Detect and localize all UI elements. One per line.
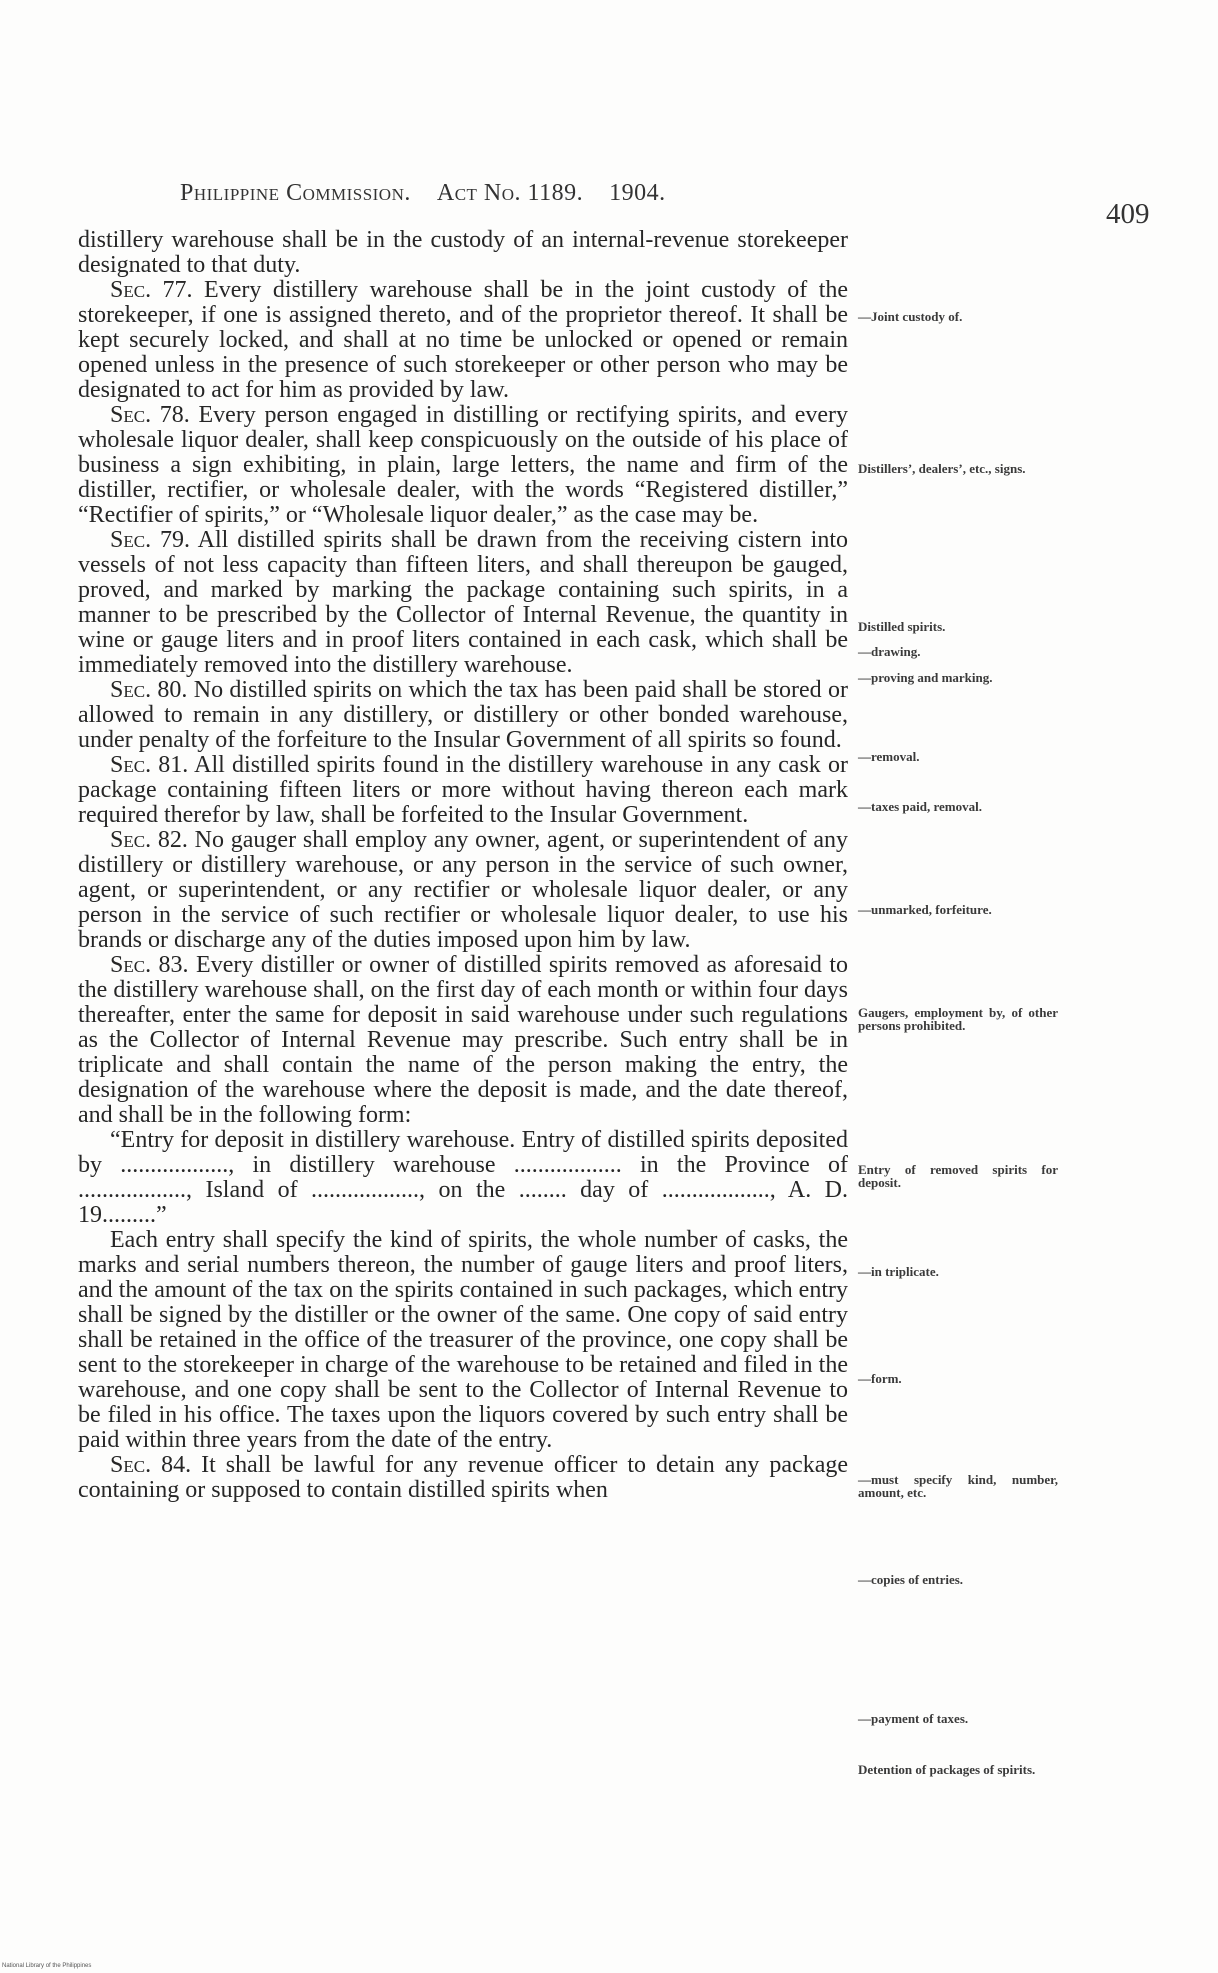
margin-note: —unmarked, forfeiture. xyxy=(858,902,992,917)
entry-form-text: “Entry for deposit in distillery warehouse. Entry of distilled spirits deposited by .................., in distillery warehouse .................. in the Province of .................., Island of .................., on the ........ day of .................., A. D. 19.........” xyxy=(78,1127,848,1228)
section-83 xyxy=(78,953,848,1128)
section-number: Sec. 81. xyxy=(110,752,189,778)
section-81 xyxy=(78,753,848,828)
section-number: Sec. 84. xyxy=(110,1452,192,1478)
paragraph-continuation xyxy=(78,228,848,278)
margin-note: —must specify kind, number, amount, etc. xyxy=(858,1472,1058,1500)
section-77 xyxy=(78,278,848,403)
section-number: Sec. 78. xyxy=(110,402,190,428)
margin-note: —form. xyxy=(858,1371,902,1386)
margin-note: Gaugers, employment by, of other persons prohibited. xyxy=(858,1005,1058,1033)
section-84 xyxy=(78,1453,848,1503)
page-number: 409 xyxy=(1106,198,1150,230)
section-number: Sec. 77. xyxy=(110,277,193,303)
paragraph-text: distillery warehouse shall be in the custody of an internal-revenue storekeeper designated to that duty. xyxy=(78,227,848,278)
paragraph-text: Every distiller or owner of distilled spirits removed as aforesaid to the distillery warehouse shall, on the first day of each month or within four days thereafter, enter the same for deposit in said warehouse under such regulations as the Collector of Internal Revenue may prescribe. Such entry shall be in triplicate and shall contain the name of the person making the entry, the designation of the warehouse where the deposit is made, and the date thereof, and shall be in the following form: xyxy=(78,952,849,1128)
margin-note: Detention of packages of spirits. xyxy=(858,1762,1036,1777)
header-publisher: Philippine Commission. xyxy=(180,180,411,206)
margin-note: —in triplicate. xyxy=(858,1264,939,1279)
paragraph-text: All distilled spirits shall be drawn from the receiving cistern into vessels of not less capacity than fifteen liters, and shall thereupon be gauged, proved, and marked by marking the package containing such spirits, in a manner to be prescribed by the Collector of Internal Revenue, the quantity in wine or gauge liters and in proof liters contained in each cask, which shall be immediately removed into the distillery warehouse. xyxy=(78,527,849,678)
paragraph-text: All distilled spirits found in the distillery warehouse in any cask or package containing fifteen liters or more without having thereon each mark required therefor by law, shall be forfeited to the Insular Government. xyxy=(78,752,848,828)
section-number: Sec. 83. xyxy=(110,952,189,978)
running-header xyxy=(180,180,666,207)
entry-requirements xyxy=(78,1228,848,1453)
margin-note: —removal. xyxy=(858,749,920,764)
margin-note: —taxes paid, removal. xyxy=(858,799,982,814)
header-act: Act No. 1189. xyxy=(436,180,584,206)
margin-note: —copies of entries. xyxy=(858,1572,964,1587)
paragraph-text: Every person engaged in distilling or rectifying spirits, and every wholesale liquor dealer, shall keep conspicuously on the outside of his place of business a sign exhibiting, in plain, large letters, the name and firm of the distiller, rectifier, or wholesale dealer, with the words “Registered distiller,” “Rectifier of spirits,” or “Wholesale liquor dealer,” as the case may be. xyxy=(78,402,849,528)
section-number: Sec. 80. xyxy=(110,677,188,703)
paragraph-text: No distilled spirits on which the tax has been paid shall be stored or allowed to remain in any distillery, or distillery or other bonded warehouse, under penalty of the forfeiture to the Insular Government of all spirits so found. xyxy=(78,677,849,753)
margin-note: Distillers’, dealers’, etc., signs. xyxy=(858,461,1026,476)
paragraph-text: It shall be lawful for any revenue officer to detain any package containing or supposed to contain distilled spirits when xyxy=(78,1452,849,1503)
paragraph-text: Each entry shall specify the kind of spirits, the whole number of casks, the marks and serial numbers thereon, the number of gauge liters and proof liters, and the amount of the tax on the spirits contained in such packages, which entry shall be signed by the distiller or the owner of the same. One copy of said entry shall be retained in the office of the treasurer of the province, one copy shall be sent to the storekeeper in charge of the warehouse to be retained and filed in the warehouse, and one copy shall be sent to the Collector of Internal Revenue to be filed in his office. The taxes upon the liquors covered by such entry shall be paid within three years from the date of the entry. xyxy=(78,1227,848,1453)
section-number: Sec. 82. xyxy=(110,827,188,853)
margin-note: —proving and marking. xyxy=(858,670,993,685)
margin-note: —drawing. xyxy=(858,644,921,659)
paragraph-text: No gauger shall employ any owner, agent, or superintendent of any distillery or distillery warehouse, or any person in the service of such owner, agent, or superintendent, or any rectifier or wholesale liquor dealer, or any person in the service of such rectifier or wholesale liquor dealer, to use his brands or discharge any of the duties imposed upon him by law. xyxy=(78,827,849,953)
section-80 xyxy=(78,678,848,753)
margin-note: —payment of taxes. xyxy=(858,1711,969,1726)
header-year: 1904. xyxy=(609,180,666,206)
margin-note: Distilled spirits. xyxy=(858,619,946,634)
section-79 xyxy=(78,528,848,678)
section-82 xyxy=(78,828,848,953)
body-text xyxy=(78,228,848,1503)
margin-note: —Joint custody of. xyxy=(858,309,963,324)
section-78 xyxy=(78,403,848,528)
section-number: Sec. 79. xyxy=(110,527,190,553)
paragraph-text: Every distillery warehouse shall be in the joint custody of the storekeeper, if one is assigned thereto, and of the proprietor thereof. It shall be kept securely locked, and shall at no time be unlocked or opened or remain opened unless in the presence of such storekeeper or other person who may be designated to act for him as provided by law. xyxy=(78,277,849,403)
library-stamp: National Library of the Philippines xyxy=(2,1963,92,1969)
margin-note: Entry of removed spirits for deposit. xyxy=(858,1162,1058,1190)
